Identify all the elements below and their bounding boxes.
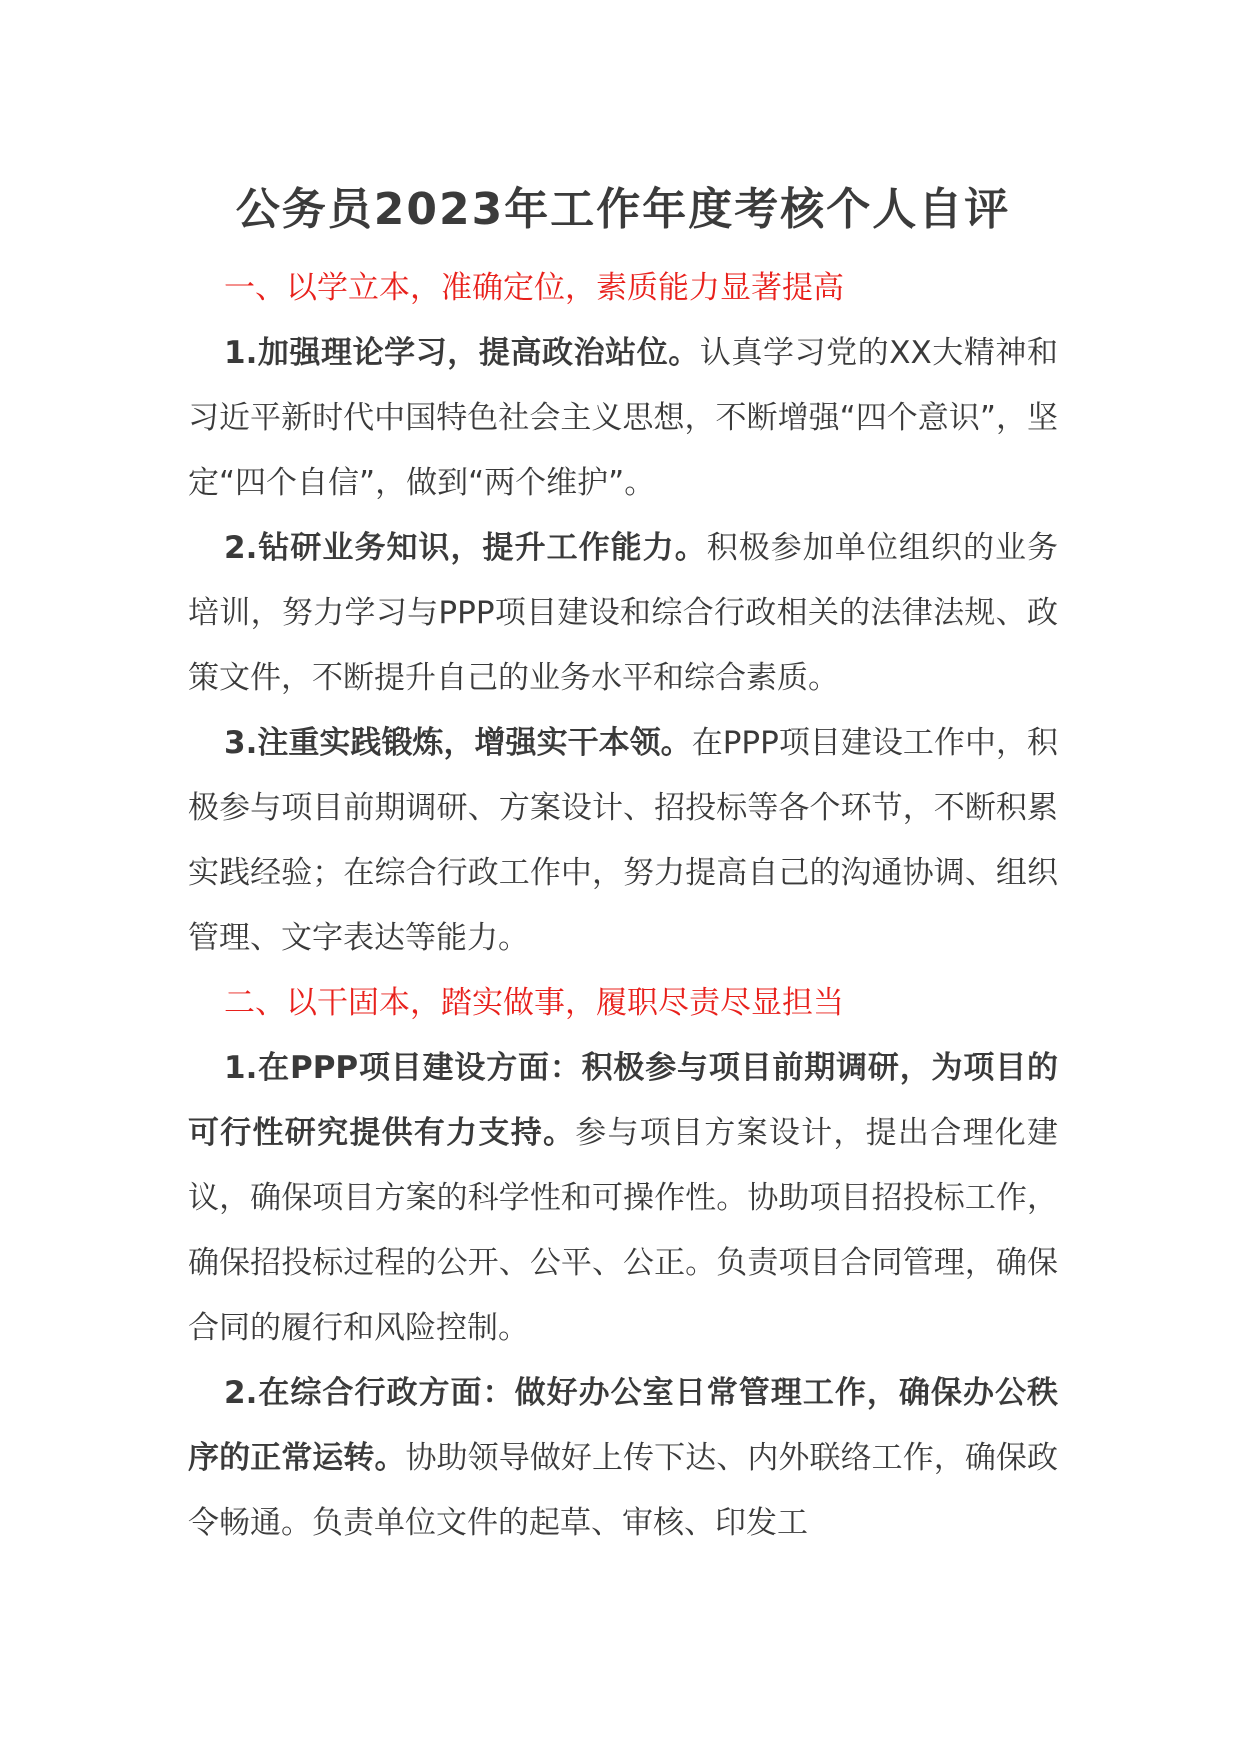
paragraph-lead: 2.在综合行政方面：做好办公室日常管理工作，确保办公秩序的正常运转。 xyxy=(188,1375,1058,1476)
paragraph-lead: 1.在PPP项目建设方面：积极参与项目前期调研，为项目的可行性研究提供有力支持。 xyxy=(188,1050,1058,1151)
paragraph-body: 认真学习党的XX大精神和习近平新时代中国特色社会主义思想，不断增强“四个意识”，坚定“四个自信”，做到“两个维护”。 xyxy=(188,335,1058,501)
document-page xyxy=(188,180,1058,1556)
paragraph-1-1 xyxy=(188,321,1058,516)
paragraph-lead: 1.加强理论学习，提高政治站位。 xyxy=(224,335,700,371)
paragraph-1-3 xyxy=(188,711,1058,971)
paragraph-body: 协助领导做好上传下达、内外联络工作，确保政令畅通。负责单位文件的起草、审核、印发工 xyxy=(188,1440,1059,1541)
paragraph-body: 在PPP项目建设工作中，积极参与项目前期调研、方案设计、招投标等各个环节，不断积累实践经验；在综合行政工作中，努力提高自己的沟通协调、组织管理、文字表达等能力。 xyxy=(188,725,1058,956)
paragraph-body: 参与项目方案设计，提出合理化建议，确保项目方案的科学性和可操作性。协助项目招投标工作，确保招投标过程的公开、公平、公正。负责项目合同管理，确保合同的履行和风险控制。 xyxy=(188,1115,1059,1346)
section-heading-2: 二、以干固本，踏实做事，履职尽责尽显担当 xyxy=(224,985,844,1021)
paragraph-2-2 xyxy=(188,1361,1058,1556)
paragraph-lead: 2.钻研业务知识，提升工作能力。 xyxy=(224,530,707,566)
section-heading-1: 一、以学立本，准确定位，素质能力显著提高 xyxy=(224,270,844,306)
document-title: 公务员2023年工作年度考核个人自评 xyxy=(235,184,1011,235)
paragraph-lead: 3.注重实践锻炼，增强实干本领。 xyxy=(224,725,692,761)
paragraph-1-2 xyxy=(188,516,1058,711)
paragraph-body: 积极参加单位组织的业务培训，努力学习与PPP项目建设和综合行政相关的法律法规、政策文件，不断提升自己的业务水平和综合素质。 xyxy=(188,530,1058,696)
paragraph-2-1 xyxy=(188,1036,1058,1361)
